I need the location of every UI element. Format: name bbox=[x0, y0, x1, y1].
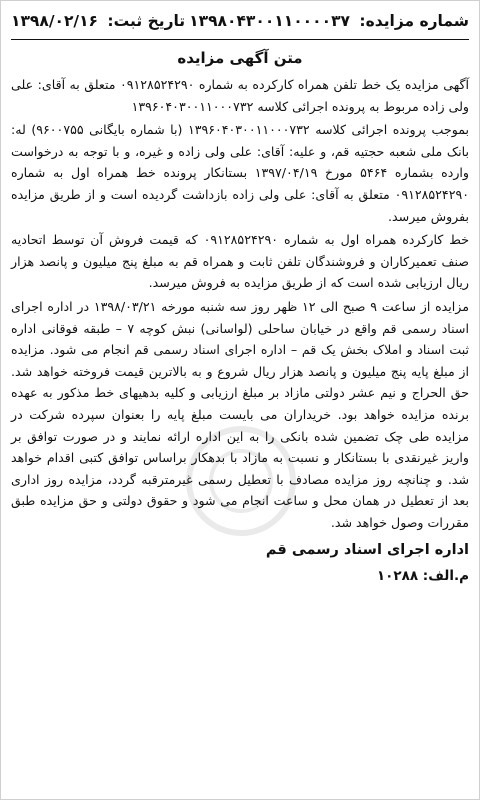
notice-paragraph-intro: آگهی مزایده یک خط تلفن همراه کارکرده به شماره ۰۹۱۲۸۵۲۴۲۹۰ متعلق به آقای: علی ولی زاده مربوط به پرونده اجرائی کلاسه ۱۳۹۶۰۴۰۳۰۰۱۱۰۰۰۷۳۲ bbox=[11, 77, 469, 114]
registration-date-value: ۱۳۹۸/۰۲/۱۶ bbox=[11, 12, 99, 30]
notice-paragraph-terms: مزایده از ساعت ۹ صبح الی ۱۲ ظهر روز سه شنبه مورخه ۱۳۹۸/۰۳/۲۱ در اداره اجرای اسناد رسمی قم واقع در خیابان ساحلی (لواسانی) نبش کوچه ۷ – طبقه فوقانی اداره ثبت اسناد و املاک بخش یک قم – اداره اجرای اسناد رسمی قم انجام می شود. مزایده از مبلغ پایه پنج میلیون و پانصد هزار ریال شروع و به بالاترین قیمت فروخته خواهد شد. حق الحراج و نیم عشر دولتی مازاد بر مبلغ ارزیابی و کلیه بدهیهای خط مذکور به عهده برنده مزایده خواهد بود. خریداران می بایست مبلغ پایه را بعنوان سپرده شرکت در مزایده طی چک تضمین شده بانکی را به این اداره ارائه نمایند و در صورت توافق بر واریز غیرنقدی با بستانکار و نسبت به مازاد با بدهکار براساس توافق کتبی اقدام خواهد شد. و چنانچه روز مزایده مصادف با تعطیل رسمی غیرمترقبه گردد، مزایده روز اداری بعد از تعطیل در همان محل و ساعت انجام می شود و حقوق دولتی و حق مزایده طبق مقررات وصول خواهد شد. bbox=[11, 298, 469, 530]
auction-number bbox=[189, 9, 469, 33]
registration-date bbox=[11, 9, 185, 33]
notice-code-label: م.الف: bbox=[422, 568, 469, 585]
notice-header bbox=[11, 9, 469, 33]
header-divider bbox=[11, 39, 469, 40]
registration-date-label: تاریخ ثبت: bbox=[107, 12, 186, 30]
auction-number-label: شماره مزایده: bbox=[359, 12, 469, 30]
notice-code-value: ۱۰۲۸۸ bbox=[376, 568, 419, 585]
notice-code bbox=[11, 565, 469, 587]
auction-number-value: ۱۳۹۸۰۴۳۰۰۱۱۰۰۰۰۳۷ bbox=[189, 12, 350, 30]
notice-paragraph-case: بموجب پرونده اجرائی کلاسه ۱۳۹۶۰۴۰۳۰۰۱۱۰۰۰۷۳۲ (با شماره بایگانی ۹۶۰۰۷۵۵) له: بانک ملی شعبه حجتیه قم، و علیه: آقای: علی ولی زاده و غیره، و با توجه به درخواست وارده بشماره ۵۴۶۴ مورخ ۱۳۹۷/۰۴/۱۹ بستانکار پرونده خط همراه اول به شماره ۰۹۱۲۸۵۲۴۲۹۰ متعلق به آقای: علی ولی زاده بازداشت گردیده است و از طریق مزایده بفروش میرسد. bbox=[11, 122, 469, 224]
notice-title: متن آگهی مزایده bbox=[177, 49, 303, 67]
issuing-office-signature: اداره اجرای اسناد رسمی قم bbox=[265, 542, 469, 559]
notice-paragraph-appraisal: خط کارکرده همراه اول به شماره ۰۹۱۲۸۵۲۴۲۹۰ که قیمت فروش آن توسط اتحادیه صنف تعمیرکاران و فروشندگان تلفن ثابت و همراه قم به مبلغ پنج میلیون و پانصد هزار ریال ارزیابی شده است که از طریق مزایده به فروش میرسد. bbox=[11, 232, 469, 291]
